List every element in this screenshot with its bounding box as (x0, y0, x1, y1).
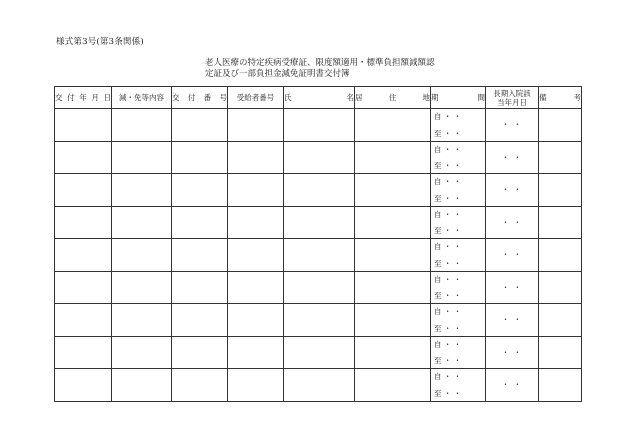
form-number: 様式第3号(第3条関係) (56, 37, 144, 47)
header-issue-date: 交付年月日 (55, 87, 112, 109)
cell-name (284, 109, 355, 142)
cell-remarks (539, 271, 582, 304)
table-row (55, 336, 582, 369)
cell-name (284, 369, 355, 402)
cell-issue-number (172, 369, 228, 402)
cell-issue-number (172, 239, 228, 272)
cell-issue-date (55, 141, 112, 174)
period-to: 至 ・ ・ (434, 388, 462, 398)
cell-period (431, 141, 486, 174)
header-name: 氏名 (284, 87, 355, 109)
cell-issue-date (55, 336, 112, 369)
cell-address (355, 206, 431, 239)
cell-long-stay-date: ・ ・ (486, 206, 539, 239)
cell-remarks (539, 239, 582, 272)
period-to: 至 ・ ・ (434, 323, 462, 333)
cell-issue-number (172, 271, 228, 304)
period-to: 至 ・ ・ (434, 128, 462, 138)
cell-name (284, 271, 355, 304)
cell-recipient-number (228, 109, 284, 142)
cell-address (355, 369, 431, 402)
cell-long-stay-date: ・ ・ (486, 141, 539, 174)
table-row (55, 206, 582, 239)
cell-period (431, 369, 486, 402)
cell-issue-date (55, 304, 112, 337)
cell-recipient-number (228, 239, 284, 272)
table-row (55, 304, 582, 337)
cell-period (431, 304, 486, 337)
register-body (55, 109, 582, 402)
table-row (55, 141, 582, 174)
period-from: 自 ・ ・ (434, 144, 462, 154)
cell-issue-date (55, 206, 112, 239)
cell-address (355, 141, 431, 174)
cell-period (431, 336, 486, 369)
cell-address (355, 336, 431, 369)
period-to: 至 ・ ・ (434, 258, 462, 268)
cell-reduction-content (112, 239, 172, 272)
cell-address (355, 239, 431, 272)
period-to: 至 ・ ・ (434, 226, 462, 235)
cell-address (355, 271, 431, 304)
period-from: 自 ・ ・ (434, 307, 462, 316)
cell-period (431, 109, 486, 142)
cell-issue-number (172, 174, 228, 207)
period-to: 至 ・ ・ (434, 161, 462, 170)
cell-reduction-content (112, 174, 172, 207)
cell-remarks (539, 369, 582, 402)
header-issue-number: 交付番号 (172, 87, 228, 109)
header-address: 居住地 (355, 87, 431, 109)
header-long-stay-date (486, 87, 539, 109)
period-from: 自 ・ ・ (434, 372, 462, 381)
cell-recipient-number (228, 206, 284, 239)
table-row (55, 109, 582, 142)
header-row (55, 87, 582, 109)
cell-long-stay-date: ・ ・ (486, 271, 539, 304)
cell-period (431, 206, 486, 239)
period-from: 自 ・ ・ (434, 242, 462, 251)
cell-long-stay-date: ・ ・ (486, 109, 539, 142)
register-table (54, 86, 582, 402)
header-period: 期間 (431, 87, 486, 109)
cell-remarks (539, 206, 582, 239)
title-line-2: 定証及び一部負担金減免証明書交付簿 (205, 69, 350, 79)
title-line-1: 老人医療の特定疾病受療証、限度額適用・標準負担額減額認 (205, 58, 435, 68)
cell-recipient-number (228, 271, 284, 304)
period-to: 至 ・ ・ (434, 356, 462, 365)
cell-reduction-content (112, 271, 172, 304)
cell-issue-number (172, 304, 228, 337)
cell-recipient-number (228, 141, 284, 174)
document-title (205, 58, 435, 80)
cell-remarks (539, 174, 582, 207)
cell-long-stay-date: ・ ・ (486, 174, 539, 207)
cell-reduction-content (112, 141, 172, 174)
cell-issue-number (172, 336, 228, 369)
cell-issue-number (172, 206, 228, 239)
cell-long-stay-date: ・ ・ (486, 369, 539, 402)
cell-remarks (539, 109, 582, 142)
cell-period (431, 174, 486, 207)
cell-recipient-number (228, 336, 284, 369)
cell-remarks (539, 336, 582, 369)
period-from: 自 ・ ・ (434, 112, 462, 121)
cell-address (355, 109, 431, 142)
cell-name (284, 239, 355, 272)
cell-issue-date (55, 271, 112, 304)
cell-issue-date (55, 174, 112, 207)
header-long-stay-line-2: 当年月日 (497, 97, 527, 107)
period-from: 自 ・ ・ (434, 274, 462, 284)
header-reduction-content: 減・免等内容 (112, 87, 172, 109)
period-to: 至 ・ ・ (434, 291, 462, 300)
header-recipient-number: 受給者番号 (228, 87, 284, 109)
cell-issue-date (55, 239, 112, 272)
table-row (55, 174, 582, 207)
cell-address (355, 304, 431, 337)
period-from: 自 ・ ・ (434, 177, 462, 186)
cell-reduction-content (112, 369, 172, 402)
cell-reduction-content (112, 336, 172, 369)
cell-reduction-content (112, 304, 172, 337)
cell-period (431, 271, 486, 304)
cell-recipient-number (228, 174, 284, 207)
cell-recipient-number (228, 369, 284, 402)
cell-address (355, 174, 431, 207)
cell-issue-date (55, 369, 112, 402)
cell-reduction-content (112, 109, 172, 142)
cell-remarks (539, 141, 582, 174)
cell-long-stay-date: ・ ・ (486, 336, 539, 369)
period-from: 自 ・ ・ (434, 209, 462, 219)
cell-remarks (539, 304, 582, 337)
cell-name (284, 206, 355, 239)
cell-recipient-number (228, 304, 284, 337)
period-to: 至 ・ ・ (434, 193, 462, 203)
cell-issue-number (172, 109, 228, 142)
cell-long-stay-date: ・ ・ (486, 239, 539, 272)
cell-long-stay-date: ・ ・ (486, 304, 539, 337)
period-from: 自 ・ ・ (434, 339, 462, 349)
cell-period (431, 239, 486, 272)
table-row (55, 369, 582, 402)
table-row (55, 239, 582, 272)
cell-name (284, 141, 355, 174)
cell-name (284, 304, 355, 337)
cell-name (284, 336, 355, 369)
cell-reduction-content (112, 206, 172, 239)
cell-issue-number (172, 141, 228, 174)
table-row (55, 271, 582, 304)
cell-name (284, 174, 355, 207)
header-long-stay-line-1: 長期入院該 (493, 88, 531, 98)
header-remarks: 備考 (539, 87, 582, 109)
cell-issue-date (55, 109, 112, 142)
